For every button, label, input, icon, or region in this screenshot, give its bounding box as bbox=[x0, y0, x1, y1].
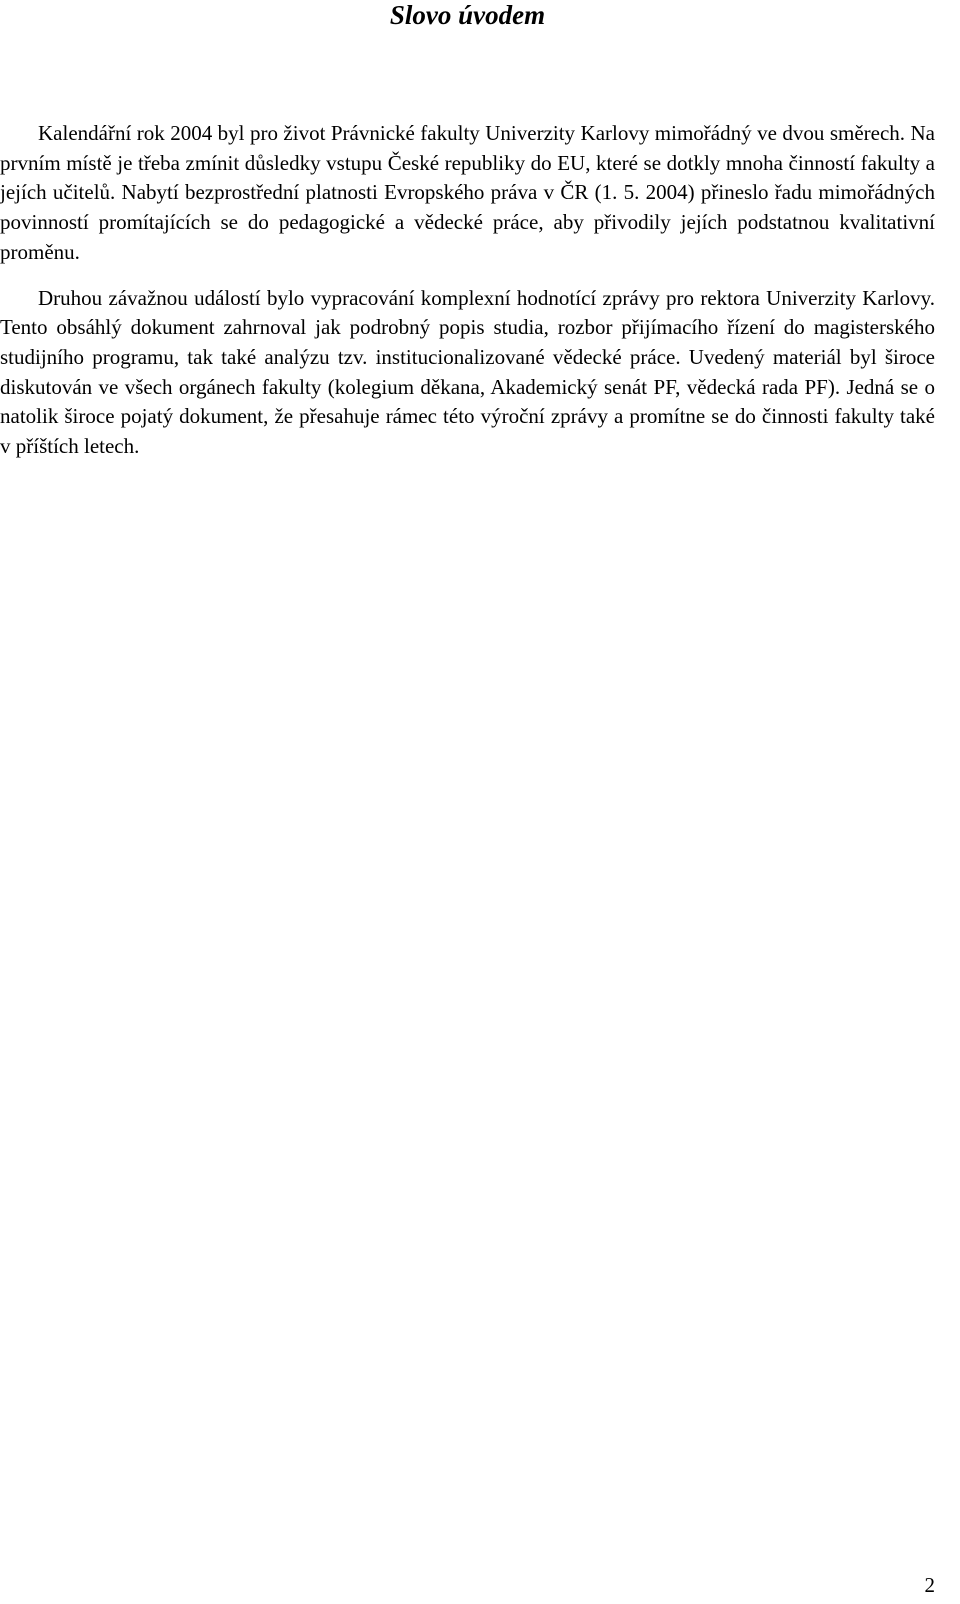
page-title: Slovo úvodem bbox=[389, 0, 546, 30]
document-body bbox=[0, 119, 935, 462]
paragraph-1: Kalendářní rok 2004 byl pro život Právnické fakulty Univerzity Karlovy mimořádný ve dvou směrech. Na prvním místě je třeba zmínit důsledky vstupu České republiky do EU, které se dotkly mnoha činností fakulty a jejích učitelů. Nabytí bezprostřední platnosti Evropského práva v ČR (1. 5. 2004) přineslo řadu mimořádných povinností promítajících se do pedagogické a vědecké práce, aby přivodily jejích podstatnou kvalitativní proměnu. bbox=[0, 121, 935, 264]
page-number: 2 bbox=[924, 1573, 935, 1597]
paragraph-2: Druhou závažnou událostí bylo vypracování komplexní hodnotící zprávy pro rektora Univerzity Karlovy. Tento obsáhlý dokument zahrnoval jak podrobný popis studia, rozbor přijímacího řízení do magisterského studijního programu, tak také analýzu tzv. institucionalizované vědecké práce. Uvedený materiál byl široce diskutován ve všech orgánech fakulty (kolegium děkana, Akademický senát PF, vědecká rada PF). Jedná se o natolik široce pojatý dokument, že přesahuje rámec této výroční zprávy a promítne se do činnosti fakulty také v příštích letech. bbox=[0, 285, 935, 459]
